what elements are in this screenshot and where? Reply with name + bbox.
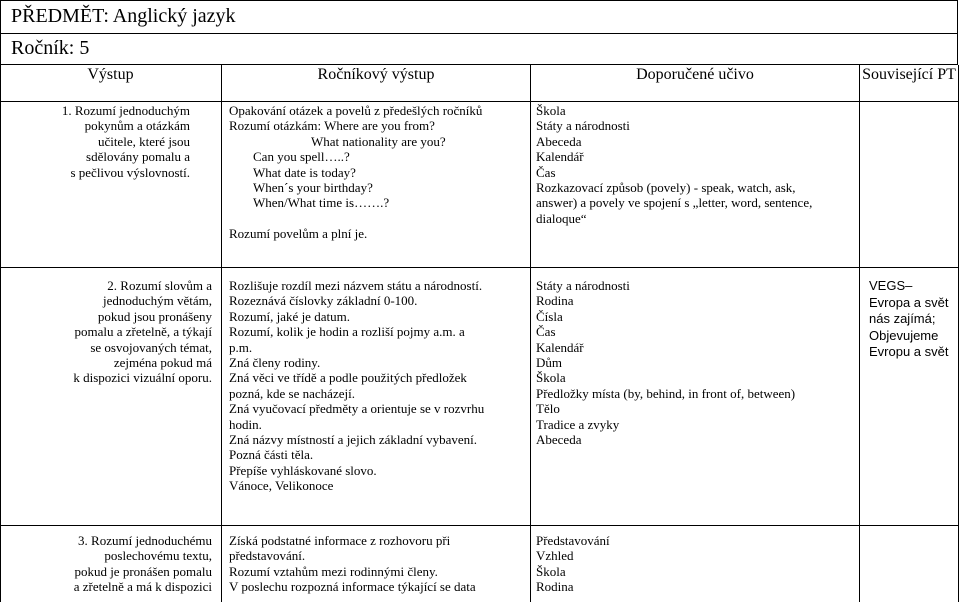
table-cell-output: 3. Rozumí jednoduchému poslechovému textu, pokud je pronášen pomalu a zřetelně a má k dispozici xyxy=(73,533,212,595)
column-divider xyxy=(221,65,222,602)
subject-title: PŘEDMĚT: Anglický jazyk xyxy=(11,5,236,27)
table-cell-curriculum: Škola Státy a národnosti Abeceda Kalendář Čas Rozkazovací způsob (povely) - speak, watch, ask, answer) a povely ve spojení s „letter, word, sentence, dialoque“ xyxy=(536,103,813,226)
subject-header xyxy=(0,0,958,34)
header-row-divider xyxy=(0,101,959,102)
table-cell-curriculum: Představování Vzhled Škola Rodina xyxy=(536,533,610,595)
column-header-curriculum: Doporučené učivo xyxy=(636,66,754,83)
column-header-grade-output: Ročníkový výstup xyxy=(317,66,435,83)
table-cell-grade-output: Opakování otázek a povelů z předešlých ročníků Rozumí otázkám: Where are you from? What nationality are you? Can you spell…..? What date is today? When´s your birthday? When/What time is…….? Rozumí povelům a plní je. xyxy=(229,103,483,242)
grade-title: Ročník: 5 xyxy=(11,37,90,59)
column-divider xyxy=(859,65,860,602)
table-cell-related: VEGS– Evropa a svět nás zajímá; Objevujeme Evropu a svět xyxy=(869,278,949,359)
table-cell-output: 1. Rozumí jednoduchým pokynům a otázkám učitele, které jsou sdělovány pomalu a s pečlivou výslovností. xyxy=(61,103,190,180)
row-divider xyxy=(0,267,959,268)
column-header-related: Související PT xyxy=(862,66,956,83)
table-border-left xyxy=(0,65,1,602)
grade-header xyxy=(0,33,958,65)
table-cell-curriculum: Státy a národnosti Rodina Čísla Čas Kalendář Dům Škola Předložky místa (by, behind, in front of, between) Tělo Tradice a zvyky Abeceda xyxy=(536,278,796,448)
column-header-output: Výstup xyxy=(87,66,134,83)
column-divider xyxy=(530,65,531,602)
table-border-right xyxy=(958,65,959,602)
table-cell-grade-output: Rozlišuje rozdíl mezi názvem státu a národností. Rozeznává číslovky základní 0-100. Rozumí, jaké je datum. Rozumí, kolik je hodin a rozliší pojmy a.m. a p.m. Zná členy rodiny. Zná věci ve třídě a podle použitých předložek pozná, kde se nacházejí. Zná vyučovací předměty a orientuje se v rozvrhu hodin. Zná názvy místností a jejich základní vybavení. Pozná části těla. Přepíše vyhláskované slovo. Vánoce, Velikonoce xyxy=(229,278,485,494)
table-cell-output: 2. Rozumí slovům a jednoduchým větám, pokud jsou pronášeny pomalu a zřetelně, a týkají se osvojovaných témat, zejména pokud má k dispozici vizuální oporu. xyxy=(73,278,212,386)
row-divider xyxy=(0,525,959,526)
table-cell-grade-output: Získá podstatné informace z rozhovoru při představování. Rozumí vztahům mezi rodinnými členy. V poslechu rozpozná informace týkající se data xyxy=(229,533,476,595)
